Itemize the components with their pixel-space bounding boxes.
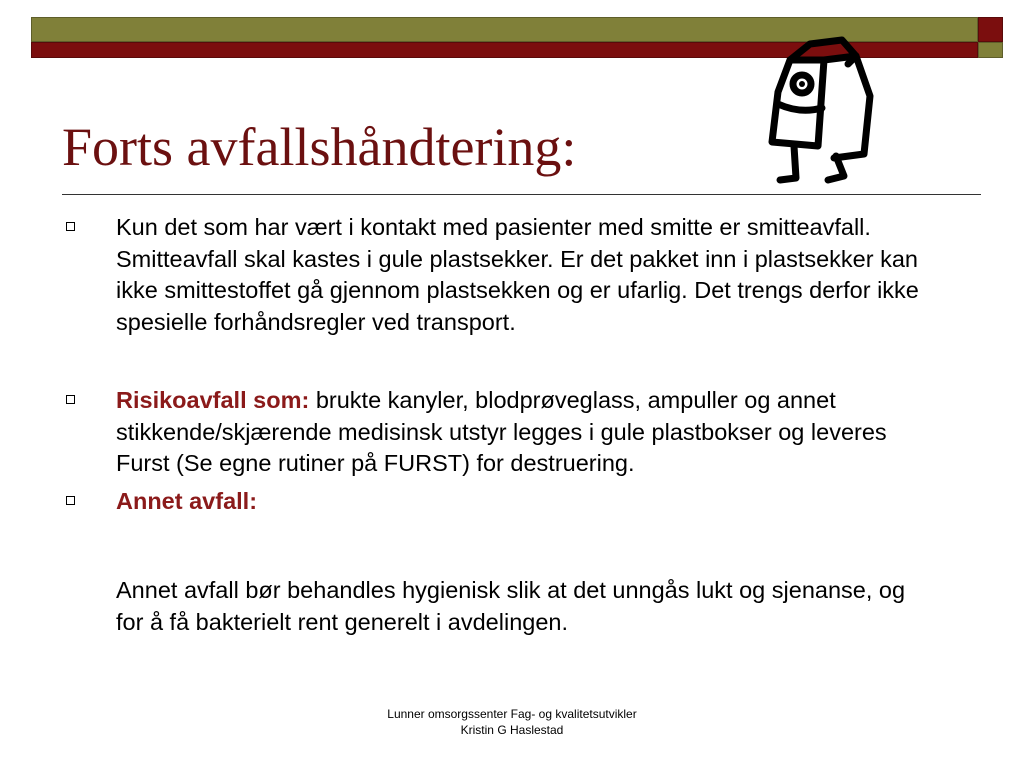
slide-title: Forts avfallshåndtering: xyxy=(62,117,577,177)
bullet-list xyxy=(66,212,926,517)
title-divider xyxy=(62,194,981,195)
header-square-olive xyxy=(978,42,1003,58)
footer xyxy=(312,706,712,738)
square-bullet-icon xyxy=(66,496,75,505)
footer-line-author-role: Lunner omsorgssenter Fag- og kvalitetsutvikler xyxy=(387,707,637,721)
bullet-item xyxy=(66,212,926,338)
square-bullet-icon xyxy=(66,222,75,231)
body-paragraph: Annet avfall bør behandles hygienisk slik at det unngås lukt og sjenanse, og for å få bakterielt rent generelt i avdelingen. xyxy=(116,577,906,635)
square-bullet-icon xyxy=(66,395,75,404)
bullet-text: Kun det som har vært i kontakt med pasienter med smitte er smitteavfall. Smitteavfall skal kastes i gule plastsekker. Er det pakket inn i plastsekker kan ikke smittestoffet gå gjennom plastsekken og er ufarlig. Det trengs derfor ikke spesielle forhåndsregler ved transport. xyxy=(116,214,919,335)
bullet-lead: Annet avfall: xyxy=(116,487,258,514)
header-square-red xyxy=(978,17,1003,42)
bullet-text: brukte kanyler, blodprøveglass, ampuller og annet stikkende/skjærende medisinsk utstyr legges i gule plastbokser og leveres Furst (Se egne rutiner på FURST) for destruering. xyxy=(116,387,887,476)
walking-bag-icon xyxy=(752,30,882,190)
bullet-lead: Risikoavfall som: xyxy=(116,387,310,413)
bullet-item xyxy=(66,385,926,480)
bullet-item xyxy=(66,486,926,518)
footer-line-author-name: Kristin G Haslestad xyxy=(460,723,564,737)
